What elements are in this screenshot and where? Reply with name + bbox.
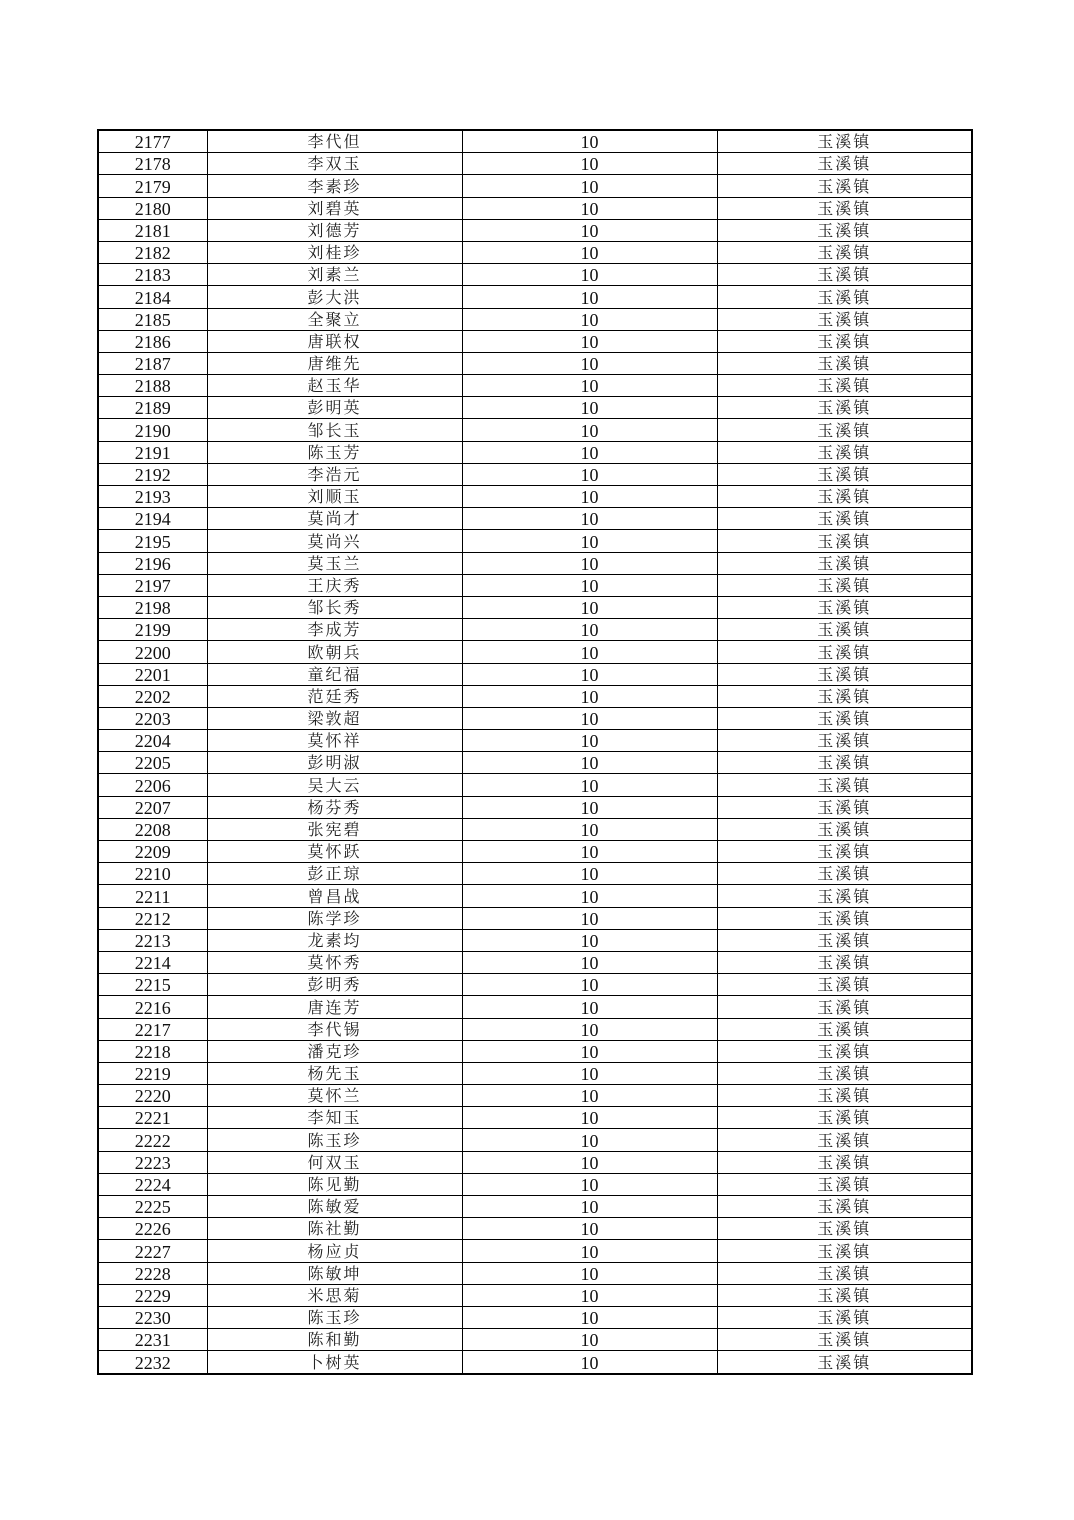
town-cell: 玉溪镇 xyxy=(717,197,972,219)
town-cell: 玉溪镇 xyxy=(717,863,972,885)
person-name-cell: 邹长玉 xyxy=(207,419,462,441)
table-row xyxy=(98,796,972,818)
row-number-cell: 2199 xyxy=(98,619,207,641)
town-cell: 玉溪镇 xyxy=(717,352,972,374)
row-number-cell: 2225 xyxy=(98,1196,207,1218)
person-name-cell: 何双玉 xyxy=(207,1151,462,1173)
person-name-cell: 彭明淑 xyxy=(207,752,462,774)
town-cell: 玉溪镇 xyxy=(717,508,972,530)
table-row xyxy=(98,863,972,885)
town-cell: 玉溪镇 xyxy=(717,441,972,463)
amount-cell: 10 xyxy=(462,796,717,818)
person-name-cell: 唐连芳 xyxy=(207,996,462,1018)
amount-cell: 10 xyxy=(462,1306,717,1328)
person-name-cell: 欧朝兵 xyxy=(207,641,462,663)
row-number-cell: 2204 xyxy=(98,730,207,752)
amount-cell: 10 xyxy=(462,1151,717,1173)
row-number-cell: 2232 xyxy=(98,1351,207,1374)
person-name-cell: 李成芳 xyxy=(207,619,462,641)
row-number-cell: 2178 xyxy=(98,153,207,175)
table-row xyxy=(98,974,972,996)
table-row xyxy=(98,619,972,641)
amount-cell: 10 xyxy=(462,530,717,552)
table-row xyxy=(98,1306,972,1328)
town-cell: 玉溪镇 xyxy=(717,530,972,552)
person-name-cell: 李知玉 xyxy=(207,1107,462,1129)
town-cell: 玉溪镇 xyxy=(717,330,972,352)
table-row xyxy=(98,1018,972,1040)
table-row xyxy=(98,818,972,840)
amount-cell: 10 xyxy=(462,1284,717,1306)
row-number-cell: 2200 xyxy=(98,641,207,663)
amount-cell: 10 xyxy=(462,707,717,729)
row-number-cell: 2226 xyxy=(98,1218,207,1240)
person-name-cell: 王庆秀 xyxy=(207,574,462,596)
amount-cell: 10 xyxy=(462,397,717,419)
amount-cell: 10 xyxy=(462,153,717,175)
row-number-cell: 2183 xyxy=(98,264,207,286)
amount-cell: 10 xyxy=(462,508,717,530)
town-cell: 玉溪镇 xyxy=(717,974,972,996)
row-number-cell: 2196 xyxy=(98,552,207,574)
row-number-cell: 2227 xyxy=(98,1240,207,1262)
amount-cell: 10 xyxy=(462,685,717,707)
town-cell: 玉溪镇 xyxy=(717,264,972,286)
amount-cell: 10 xyxy=(462,619,717,641)
person-name-cell: 陈敏爱 xyxy=(207,1196,462,1218)
row-number-cell: 2229 xyxy=(98,1284,207,1306)
table-row xyxy=(98,752,972,774)
row-number-cell: 2197 xyxy=(98,574,207,596)
person-name-cell: 张宪碧 xyxy=(207,818,462,840)
amount-cell: 10 xyxy=(462,264,717,286)
town-cell: 玉溪镇 xyxy=(717,596,972,618)
row-number-cell: 2182 xyxy=(98,241,207,263)
town-cell: 玉溪镇 xyxy=(717,463,972,485)
table-row xyxy=(98,1085,972,1107)
amount-cell: 10 xyxy=(462,929,717,951)
amount-cell: 10 xyxy=(462,1196,717,1218)
person-name-cell: 李双玉 xyxy=(207,153,462,175)
row-number-cell: 2215 xyxy=(98,974,207,996)
town-cell: 玉溪镇 xyxy=(717,219,972,241)
town-cell: 玉溪镇 xyxy=(717,685,972,707)
row-number-cell: 2213 xyxy=(98,929,207,951)
row-number-cell: 2181 xyxy=(98,219,207,241)
row-number-cell: 2189 xyxy=(98,397,207,419)
amount-cell: 10 xyxy=(462,1329,717,1351)
table-row xyxy=(98,463,972,485)
town-cell: 玉溪镇 xyxy=(717,951,972,973)
amount-cell: 10 xyxy=(462,1062,717,1084)
town-cell: 玉溪镇 xyxy=(717,175,972,197)
table-row xyxy=(98,308,972,330)
table-row xyxy=(98,951,972,973)
row-number-cell: 2223 xyxy=(98,1151,207,1173)
person-name-cell: 陈玉珍 xyxy=(207,1306,462,1328)
row-number-cell: 2230 xyxy=(98,1306,207,1328)
town-cell: 玉溪镇 xyxy=(717,1306,972,1328)
row-number-cell: 2228 xyxy=(98,1262,207,1284)
town-cell: 玉溪镇 xyxy=(717,1085,972,1107)
town-cell: 玉溪镇 xyxy=(717,286,972,308)
row-number-cell: 2202 xyxy=(98,685,207,707)
table-row xyxy=(98,685,972,707)
town-cell: 玉溪镇 xyxy=(717,153,972,175)
table-row xyxy=(98,1351,972,1374)
amount-cell: 10 xyxy=(462,241,717,263)
person-name-cell: 吴大云 xyxy=(207,774,462,796)
table-row xyxy=(98,641,972,663)
town-cell: 玉溪镇 xyxy=(717,574,972,596)
town-cell: 玉溪镇 xyxy=(717,308,972,330)
town-cell: 玉溪镇 xyxy=(717,397,972,419)
amount-cell: 10 xyxy=(462,818,717,840)
amount-cell: 10 xyxy=(462,1018,717,1040)
town-cell: 玉溪镇 xyxy=(717,929,972,951)
table-row xyxy=(98,130,972,153)
amount-cell: 10 xyxy=(462,441,717,463)
person-name-cell: 梁敦超 xyxy=(207,707,462,729)
person-name-cell: 陈社勤 xyxy=(207,1218,462,1240)
person-name-cell: 米思菊 xyxy=(207,1284,462,1306)
row-number-cell: 2217 xyxy=(98,1018,207,1040)
amount-cell: 10 xyxy=(462,841,717,863)
table-row xyxy=(98,1173,972,1195)
table-row xyxy=(98,1151,972,1173)
row-number-cell: 2190 xyxy=(98,419,207,441)
table-row xyxy=(98,264,972,286)
amount-cell: 10 xyxy=(462,730,717,752)
amount-cell: 10 xyxy=(462,863,717,885)
table-row xyxy=(98,707,972,729)
person-name-cell: 童纪福 xyxy=(207,663,462,685)
town-cell: 玉溪镇 xyxy=(717,885,972,907)
person-name-cell: 刘素兰 xyxy=(207,264,462,286)
town-cell: 玉溪镇 xyxy=(717,818,972,840)
town-cell: 玉溪镇 xyxy=(717,663,972,685)
roster-table xyxy=(97,129,973,1375)
row-number-cell: 2209 xyxy=(98,841,207,863)
table-row xyxy=(98,885,972,907)
person-name-cell: 彭明秀 xyxy=(207,974,462,996)
amount-cell: 10 xyxy=(462,352,717,374)
row-number-cell: 2186 xyxy=(98,330,207,352)
table-row xyxy=(98,397,972,419)
person-name-cell: 刘碧英 xyxy=(207,197,462,219)
amount-cell: 10 xyxy=(462,1040,717,1062)
row-number-cell: 2192 xyxy=(98,463,207,485)
amount-cell: 10 xyxy=(462,197,717,219)
person-name-cell: 刘桂珍 xyxy=(207,241,462,263)
table-row xyxy=(98,663,972,685)
table-row xyxy=(98,841,972,863)
table-row xyxy=(98,996,972,1018)
person-name-cell: 赵玉华 xyxy=(207,375,462,397)
town-cell: 玉溪镇 xyxy=(717,619,972,641)
amount-cell: 10 xyxy=(462,308,717,330)
table-row xyxy=(98,596,972,618)
table-row xyxy=(98,774,972,796)
table-row xyxy=(98,1107,972,1129)
amount-cell: 10 xyxy=(462,574,717,596)
person-name-cell: 龙素均 xyxy=(207,929,462,951)
amount-cell: 10 xyxy=(462,1262,717,1284)
row-number-cell: 2210 xyxy=(98,863,207,885)
table-row xyxy=(98,352,972,374)
town-cell: 玉溪镇 xyxy=(717,241,972,263)
town-cell: 玉溪镇 xyxy=(717,752,972,774)
table-row xyxy=(98,1129,972,1151)
person-name-cell: 彭正琼 xyxy=(207,863,462,885)
amount-cell: 10 xyxy=(462,1129,717,1151)
amount-cell: 10 xyxy=(462,885,717,907)
town-cell: 玉溪镇 xyxy=(717,730,972,752)
town-cell: 玉溪镇 xyxy=(717,375,972,397)
town-cell: 玉溪镇 xyxy=(717,707,972,729)
town-cell: 玉溪镇 xyxy=(717,841,972,863)
table-row xyxy=(98,1240,972,1262)
town-cell: 玉溪镇 xyxy=(717,1240,972,1262)
row-number-cell: 2185 xyxy=(98,308,207,330)
row-number-cell: 2219 xyxy=(98,1062,207,1084)
row-number-cell: 2187 xyxy=(98,352,207,374)
table-row xyxy=(98,330,972,352)
town-cell: 玉溪镇 xyxy=(717,1329,972,1351)
town-cell: 玉溪镇 xyxy=(717,1129,972,1151)
row-number-cell: 2198 xyxy=(98,596,207,618)
table-row xyxy=(98,730,972,752)
amount-cell: 10 xyxy=(462,974,717,996)
table-row xyxy=(98,1262,972,1284)
town-cell: 玉溪镇 xyxy=(717,796,972,818)
town-cell: 玉溪镇 xyxy=(717,1196,972,1218)
town-cell: 玉溪镇 xyxy=(717,1151,972,1173)
person-name-cell: 全聚立 xyxy=(207,308,462,330)
row-number-cell: 2193 xyxy=(98,486,207,508)
row-number-cell: 2180 xyxy=(98,197,207,219)
table-row xyxy=(98,419,972,441)
amount-cell: 10 xyxy=(462,951,717,973)
table-row xyxy=(98,219,972,241)
person-name-cell: 陈和勤 xyxy=(207,1329,462,1351)
table-row xyxy=(98,441,972,463)
row-number-cell: 2214 xyxy=(98,951,207,973)
row-number-cell: 2191 xyxy=(98,441,207,463)
roster-table-body xyxy=(98,130,972,1374)
table-row xyxy=(98,1196,972,1218)
person-name-cell: 李代锡 xyxy=(207,1018,462,1040)
table-row xyxy=(98,1329,972,1351)
amount-cell: 10 xyxy=(462,1218,717,1240)
row-number-cell: 2212 xyxy=(98,907,207,929)
town-cell: 玉溪镇 xyxy=(717,996,972,1018)
person-name-cell: 彭明英 xyxy=(207,397,462,419)
town-cell: 玉溪镇 xyxy=(717,1218,972,1240)
person-name-cell: 莫尚兴 xyxy=(207,530,462,552)
person-name-cell: 刘顺玉 xyxy=(207,486,462,508)
row-number-cell: 2205 xyxy=(98,752,207,774)
amount-cell: 10 xyxy=(462,130,717,153)
table-row xyxy=(98,1062,972,1084)
person-name-cell: 李素珍 xyxy=(207,175,462,197)
amount-cell: 10 xyxy=(462,419,717,441)
person-name-cell: 卜树英 xyxy=(207,1351,462,1374)
town-cell: 玉溪镇 xyxy=(717,907,972,929)
person-name-cell: 莫怀兰 xyxy=(207,1085,462,1107)
row-number-cell: 2177 xyxy=(98,130,207,153)
person-name-cell: 潘克珍 xyxy=(207,1040,462,1062)
amount-cell: 10 xyxy=(462,1085,717,1107)
amount-cell: 10 xyxy=(462,175,717,197)
amount-cell: 10 xyxy=(462,907,717,929)
person-name-cell: 莫玉兰 xyxy=(207,552,462,574)
row-number-cell: 2194 xyxy=(98,508,207,530)
row-number-cell: 2220 xyxy=(98,1085,207,1107)
table-row xyxy=(98,530,972,552)
person-name-cell: 刘德芳 xyxy=(207,219,462,241)
table-row xyxy=(98,241,972,263)
amount-cell: 10 xyxy=(462,1240,717,1262)
town-cell: 玉溪镇 xyxy=(717,1284,972,1306)
table-row xyxy=(98,574,972,596)
amount-cell: 10 xyxy=(462,463,717,485)
person-name-cell: 杨芬秀 xyxy=(207,796,462,818)
row-number-cell: 2224 xyxy=(98,1173,207,1195)
amount-cell: 10 xyxy=(462,663,717,685)
amount-cell: 10 xyxy=(462,596,717,618)
table-row xyxy=(98,552,972,574)
table-row xyxy=(98,907,972,929)
row-number-cell: 2203 xyxy=(98,707,207,729)
town-cell: 玉溪镇 xyxy=(717,1173,972,1195)
table-row xyxy=(98,1218,972,1240)
row-number-cell: 2201 xyxy=(98,663,207,685)
row-number-cell: 2216 xyxy=(98,996,207,1018)
table-row xyxy=(98,486,972,508)
person-name-cell: 陈玉珍 xyxy=(207,1129,462,1151)
table-row xyxy=(98,508,972,530)
town-cell: 玉溪镇 xyxy=(717,1351,972,1374)
person-name-cell: 陈敏坤 xyxy=(207,1262,462,1284)
amount-cell: 10 xyxy=(462,486,717,508)
person-name-cell: 莫尚才 xyxy=(207,508,462,530)
amount-cell: 10 xyxy=(462,1173,717,1195)
row-number-cell: 2184 xyxy=(98,286,207,308)
person-name-cell: 李代但 xyxy=(207,130,462,153)
town-cell: 玉溪镇 xyxy=(717,774,972,796)
amount-cell: 10 xyxy=(462,1107,717,1129)
row-number-cell: 2179 xyxy=(98,175,207,197)
table-row xyxy=(98,286,972,308)
amount-cell: 10 xyxy=(462,375,717,397)
person-name-cell: 范廷秀 xyxy=(207,685,462,707)
town-cell: 玉溪镇 xyxy=(717,486,972,508)
person-name-cell: 曾昌战 xyxy=(207,885,462,907)
table-row xyxy=(98,1284,972,1306)
amount-cell: 10 xyxy=(462,552,717,574)
amount-cell: 10 xyxy=(462,1351,717,1374)
row-number-cell: 2208 xyxy=(98,818,207,840)
table-row xyxy=(98,1040,972,1062)
town-cell: 玉溪镇 xyxy=(717,1040,972,1062)
person-name-cell: 陈见勤 xyxy=(207,1173,462,1195)
person-name-cell: 李浩元 xyxy=(207,463,462,485)
person-name-cell: 莫怀秀 xyxy=(207,951,462,973)
person-name-cell: 杨先玉 xyxy=(207,1062,462,1084)
amount-cell: 10 xyxy=(462,996,717,1018)
row-number-cell: 2231 xyxy=(98,1329,207,1351)
amount-cell: 10 xyxy=(462,774,717,796)
person-name-cell: 陈玉芳 xyxy=(207,441,462,463)
amount-cell: 10 xyxy=(462,641,717,663)
person-name-cell: 唐联权 xyxy=(207,330,462,352)
table-row xyxy=(98,175,972,197)
table-row xyxy=(98,197,972,219)
amount-cell: 10 xyxy=(462,286,717,308)
amount-cell: 10 xyxy=(462,752,717,774)
person-name-cell: 邹长秀 xyxy=(207,596,462,618)
town-cell: 玉溪镇 xyxy=(717,1018,972,1040)
row-number-cell: 2188 xyxy=(98,375,207,397)
row-number-cell: 2218 xyxy=(98,1040,207,1062)
amount-cell: 10 xyxy=(462,330,717,352)
row-number-cell: 2206 xyxy=(98,774,207,796)
person-name-cell: 彭大洪 xyxy=(207,286,462,308)
person-name-cell: 莫怀祥 xyxy=(207,730,462,752)
town-cell: 玉溪镇 xyxy=(717,552,972,574)
row-number-cell: 2207 xyxy=(98,796,207,818)
person-name-cell: 唐维先 xyxy=(207,352,462,374)
row-number-cell: 2222 xyxy=(98,1129,207,1151)
table-row xyxy=(98,153,972,175)
person-name-cell: 杨应贞 xyxy=(207,1240,462,1262)
town-cell: 玉溪镇 xyxy=(717,641,972,663)
person-name-cell: 陈学珍 xyxy=(207,907,462,929)
town-cell: 玉溪镇 xyxy=(717,419,972,441)
amount-cell: 10 xyxy=(462,219,717,241)
town-cell: 玉溪镇 xyxy=(717,130,972,153)
table-row xyxy=(98,375,972,397)
town-cell: 玉溪镇 xyxy=(717,1062,972,1084)
town-cell: 玉溪镇 xyxy=(717,1107,972,1129)
town-cell: 玉溪镇 xyxy=(717,1262,972,1284)
person-name-cell: 莫怀跃 xyxy=(207,841,462,863)
table-row xyxy=(98,929,972,951)
row-number-cell: 2195 xyxy=(98,530,207,552)
row-number-cell: 2221 xyxy=(98,1107,207,1129)
row-number-cell: 2211 xyxy=(98,885,207,907)
